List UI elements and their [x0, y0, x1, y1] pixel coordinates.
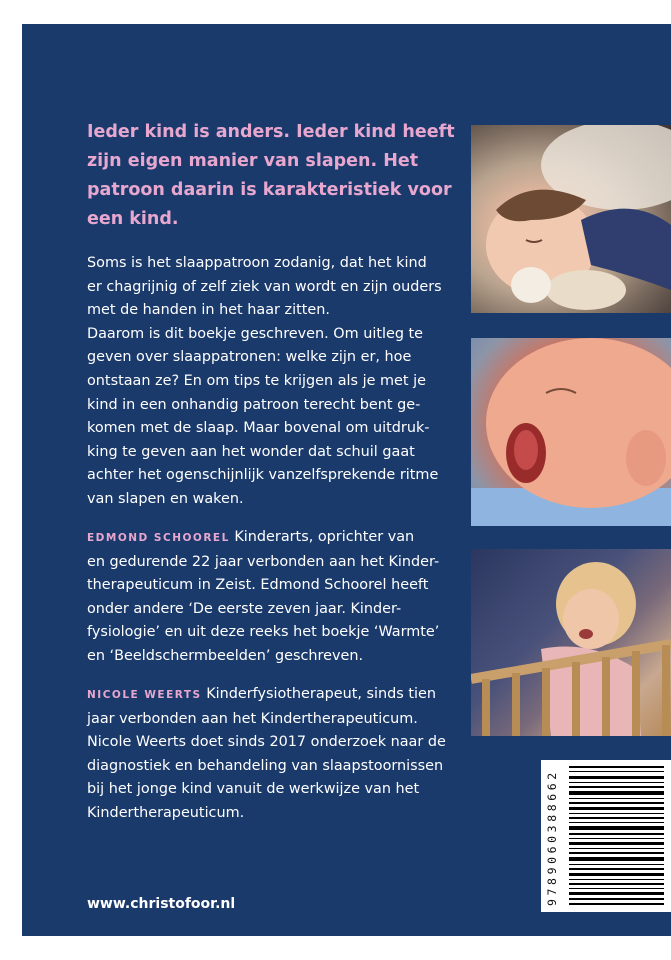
- isbn-barcode: [541, 760, 671, 912]
- author-bio-line: jaar verbonden aan het Kindertherapeuticum.: [87, 710, 418, 727]
- intro-line: er chagrijnig of zelf ziek van wordt en zijn ouders: [87, 278, 442, 295]
- barcode-icon: [541, 760, 671, 912]
- author-bio-line: onder andere ‘De eerste zeven jaar. Kinder-: [87, 600, 402, 617]
- author-bio-line: therapeuticum in Zeist. Edmond Schoorel heeft: [87, 577, 429, 594]
- author-bio-edmond: [87, 526, 459, 669]
- author-name: EDMOND SCHOOREL: [87, 532, 230, 544]
- author-name: NICOLE WEERTS: [87, 689, 202, 701]
- intro-line: Daarom is dit boekje geschreven. Om uitleg te: [87, 325, 424, 342]
- publisher-website[interactable]: www.christofoor.nl: [87, 896, 236, 912]
- author-bio-line: en gedurende 22 jaar verbonden aan het Kinder-: [87, 553, 440, 570]
- intro-line: geven over slaappatronen: welke zijn er, hoe: [87, 349, 412, 366]
- intro-line: ontstaan ze? En om tips te krijgen als je met je: [87, 372, 426, 389]
- yawning-baby-photo: [471, 338, 671, 526]
- intro-paragraph: [87, 252, 459, 512]
- author-bio-text: Kinderarts, oprichter van: [229, 529, 415, 545]
- author-bio-text: Kinderfysiotherapeut, sinds tien: [201, 686, 436, 702]
- author-bio-line: diagnostiek en behandeling van slaapstoornissen: [87, 757, 444, 774]
- author-bio-line: [87, 683, 459, 708]
- intro-line: king te geven aan het wonder dat schuil gaat: [87, 443, 415, 460]
- author-bio-nicole: [87, 683, 459, 826]
- author-bio-line: en ‘Beeldschermbeelden’ geschreven.: [87, 647, 364, 664]
- author-bio-line: [87, 526, 459, 551]
- isbn-number: 9789060388662: [545, 769, 559, 907]
- author-bio-line: fysiologie’ en uit deze reeks het boekje ‘Warmte’: [87, 624, 440, 641]
- intro-line: komen met de slaap. Maar bovenal om uitdruk-: [87, 420, 430, 437]
- crying-child-in-crib-photo: [471, 549, 671, 736]
- intro-line: Soms is het slaappatroon zodanig, dat het kind: [87, 255, 427, 271]
- tagline: Ieder kind is anders. Ieder kind heeft zijn eigen manier van slapen. Het patroon daarin is karakteristiek voor een kind.: [87, 122, 455, 229]
- sleeping-toddler-photo: [471, 125, 671, 313]
- author-bio-line: Kindertherapeuticum.: [87, 804, 245, 821]
- author-bio-line: bij het jonge kind vanuit de werkwijze van het: [87, 781, 420, 798]
- intro-line: kind in een onhandig patroon terecht bent ge-: [87, 396, 421, 413]
- intro-line: met de handen in het haar zitten.: [87, 302, 330, 319]
- intro-line: van slapen en waken.: [87, 490, 244, 507]
- intro-line: achter het ogenschijnlijk vanzelfsprekende ritme: [87, 467, 439, 484]
- author-bio-line: Nicole Weerts doet sinds 2017 onderzoek naar de: [87, 734, 446, 751]
